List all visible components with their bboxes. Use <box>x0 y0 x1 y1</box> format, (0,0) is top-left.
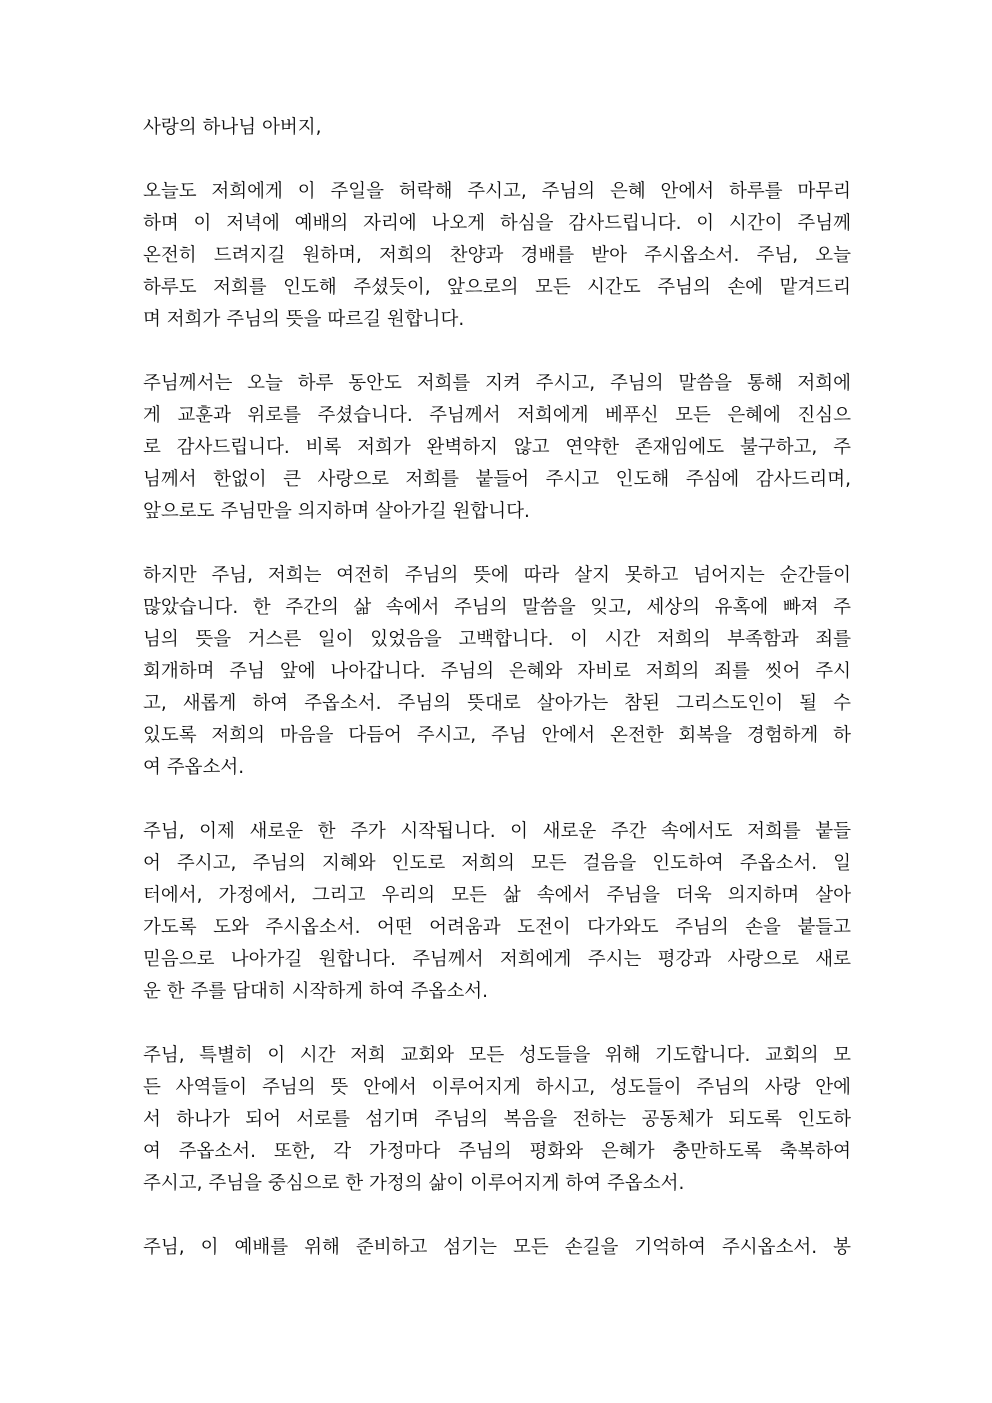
text-line: 오늘도 저희에게 이 주일을 허락해 주시고, 주님의 은혜 안에서 하루를 마무리 <box>143 181 851 202</box>
greeting-paragraph <box>143 112 851 144</box>
text-line: 주님, 이제 새로운 한 주가 시작됩니다. 이 새로운 주간 속에서도 저희를 붙들 <box>143 821 851 842</box>
paragraph-1 <box>143 176 851 336</box>
paragraph-3 <box>143 560 851 784</box>
text-line: 있도록 저희의 마음을 다듬어 주시고, 주님 안에서 온전한 회복을 경험하게 하 <box>143 725 851 746</box>
text-line: 든 사역들이 주님의 뜻 안에서 이루어지게 하시고, 성도들이 주님의 사랑 안에 <box>143 1077 851 1098</box>
prayer-text <box>143 112 851 1296</box>
text-line: 운 한 주를 담대히 시작하게 하여 주옵소서. <box>143 981 488 1002</box>
text-line: 어 주시고, 주님의 지혜와 인도로 저희의 모든 걸음을 인도하여 주옵소서. 일 <box>143 853 851 874</box>
text-line: 하지만 주님, 저희는 여전히 주님의 뜻에 따라 살지 못하고 넘어지는 순간들이 <box>143 565 851 586</box>
text-line: 게 교훈과 위로를 주셨습니다. 주님께서 저희에게 베푸신 모든 은혜에 진심으 <box>143 405 851 426</box>
text-line: 회개하며 주님 앞에 나아갑니다. 주님의 은혜와 자비로 저희의 죄를 씻어 주시 <box>143 661 851 682</box>
text-line: 님의 뜻을 거스른 일이 있었음을 고백합니다. 이 시간 저희의 부족함과 죄를 <box>143 629 851 650</box>
text-line: 앞으로도 주님만을 의지하며 살아가길 원합니다. <box>143 501 530 522</box>
text-line: 온전히 드려지길 원하며, 저희의 찬양과 경배를 받아 주시옵소서. 주님, 오늘 <box>143 245 851 266</box>
text-line: 주님께서는 오늘 하루 동안도 저희를 지켜 주시고, 주님의 말씀을 통해 저희에 <box>143 373 851 394</box>
text-line: 주님, 특별히 이 시간 저희 교회와 모든 성도들을 위해 기도합니다. 교회의 모 <box>143 1045 851 1066</box>
text-line: 로 감사드립니다. 비록 저희가 완벽하지 않고 연약한 존재임에도 불구하고, 주 <box>143 437 851 458</box>
paragraph-4 <box>143 816 851 1008</box>
text-line: 님께서 한없이 큰 사랑으로 저희를 붙들어 주시고 인도해 주심에 감사드리며, <box>143 469 851 490</box>
paragraph-2 <box>143 368 851 528</box>
paragraph-5 <box>143 1040 851 1200</box>
text-line: 고, 새롭게 하여 주옵소서. 주님의 뜻대로 살아가는 참된 그리스도인이 될 수 <box>143 693 851 714</box>
text-line: 하며 이 저녁에 예배의 자리에 나오게 하심을 감사드립니다. 이 시간이 주님께 <box>143 213 851 234</box>
text-line: 믿음으로 나아가길 원합니다. 주님께서 저희에게 주시는 평강과 사랑으로 새로 <box>143 949 851 970</box>
text-line: 며 저희가 주님의 뜻을 따르길 원합니다. <box>143 309 465 330</box>
text-line: 가도록 도와 주시옵소서. 어떤 어려움과 도전이 다가와도 주님의 손을 붙들고 <box>143 917 851 938</box>
paragraph-6 <box>143 1232 851 1264</box>
greeting-line: 사랑의 하나님 아버지, <box>143 117 322 138</box>
text-line: 터에서, 가정에서, 그리고 우리의 모든 삶 속에서 주님을 더욱 의지하며 살아 <box>143 885 851 906</box>
text-line: 주님, 이 예배를 위해 준비하고 섬기는 모든 손길을 기억하여 주시옵소서. 봉 <box>143 1237 851 1258</box>
text-line: 하루도 저희를 인도해 주셨듯이, 앞으로의 모든 시간도 주님의 손에 맡겨드리 <box>143 277 851 298</box>
text-line: 여 주옵소서. 또한, 각 가정마다 주님의 평화와 은혜가 충만하도록 축복하여 <box>143 1141 851 1162</box>
text-line: 많았습니다. 한 주간의 삶 속에서 주님의 말씀을 잊고, 세상의 유혹에 빠져 주 <box>143 597 851 618</box>
text-line: 서 하나가 되어 서로를 섬기며 주님의 복음을 전하는 공동체가 되도록 인도하 <box>143 1109 851 1130</box>
text-line: 여 주옵소서. <box>143 757 245 778</box>
text-line: 주시고, 주님을 중심으로 한 가정의 삶이 이루어지게 하여 주옵소서. <box>143 1173 685 1194</box>
